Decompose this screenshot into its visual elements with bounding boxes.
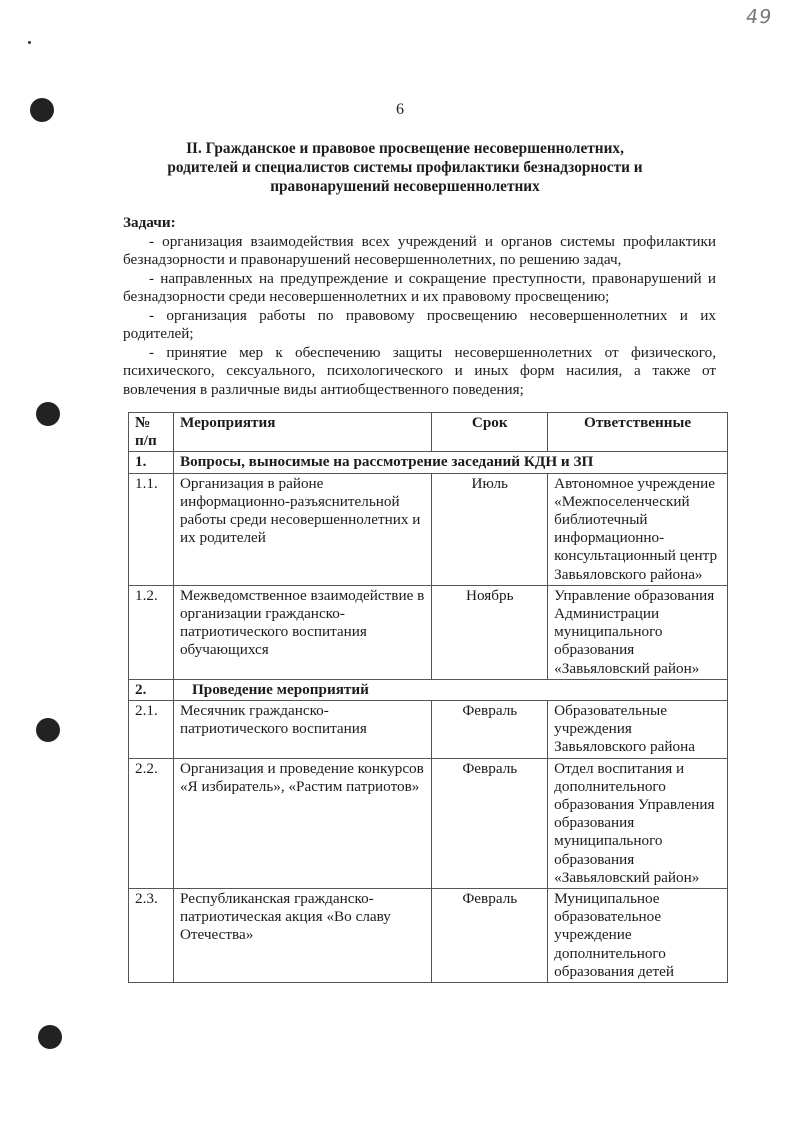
- punch-hole: [36, 402, 60, 426]
- punch-hole: [36, 718, 60, 742]
- section-num: 2.: [129, 679, 174, 700]
- task-item: - направленных на предупреждение и сокращение преступности, правонарушений и безнадзорности среди несовершеннолетних и их правовому просвещению;: [123, 269, 716, 305]
- tasks-block: [123, 214, 716, 399]
- row-responsible: Отдел воспитания и дополнительного образования Управления образования муниципального образования «Завьяловский район»: [548, 758, 728, 888]
- section-title: II. Гражданское и правовое просвещение несовершеннолетних, родителей и специалистов системы профилактики безнадзорности и правонарушений несовершеннолетних: [167, 140, 643, 195]
- events-table: [128, 412, 728, 983]
- handwritten-page-number: 49: [744, 6, 774, 28]
- table-row: [129, 701, 728, 759]
- punch-hole: [38, 1025, 62, 1049]
- page-number: 6: [396, 101, 404, 118]
- tasks-label: Задачи:: [123, 214, 176, 231]
- table-row: [129, 585, 728, 679]
- table-section-row: [129, 679, 728, 700]
- task-item: - организация работы по правовому просвещению несовершеннолетних и их родителей;: [123, 306, 716, 342]
- task-item: - принятие мер к обеспечению защиты несовершеннолетних от физического, психического, сексуального, психологического и иных форм насилия, а также от вовлечения в различные виды антиобщественного поведения;: [123, 343, 716, 398]
- row-responsible: Управление образования Администрации муниципального образования «Завьяловский район»: [548, 585, 728, 679]
- row-responsible: Муниципальное образовательное учреждение дополнительного образования детей: [548, 889, 728, 983]
- task-item: - организация взаимодействия всех учреждений и органов системы профилактики безнадзорности и правонарушений несовершеннолетних, по решению задач,: [123, 232, 716, 268]
- scan-speck: [28, 41, 31, 44]
- section-title-cell: Вопросы, выносимые на рассмотрение заседаний КДН и ЗП: [173, 452, 727, 473]
- section-title-cell: Проведение мероприятий: [173, 679, 727, 700]
- row-term: Ноябрь: [432, 585, 548, 679]
- table-row: [129, 758, 728, 888]
- row-term: Июль: [432, 473, 548, 585]
- header-num: № п/п: [129, 413, 174, 452]
- table-section-row: [129, 452, 728, 473]
- row-term: Февраль: [432, 701, 548, 759]
- row-num: 1.1.: [129, 473, 174, 585]
- row-responsible: Автономное учреждение «Межпоселенческий библиотечный информационно-консультационный центр Завьяловского района»: [548, 473, 728, 585]
- row-event: Организация и проведение конкурсов «Я избиратель», «Растим патриотов»: [173, 758, 431, 888]
- row-num: 2.2.: [129, 758, 174, 888]
- table-row: [129, 473, 728, 585]
- header-term: Срок: [432, 413, 548, 452]
- table-header-row: [129, 413, 728, 452]
- row-event: Межведомственное взаимодействие в организации гражданско-патриотического воспитания обучающихся: [173, 585, 431, 679]
- row-num: 2.3.: [129, 889, 174, 983]
- table-row: [129, 889, 728, 983]
- section-num: 1.: [129, 452, 174, 473]
- row-event: Республиканская гражданско-патриотическая акция «Во славу Отечества»: [173, 889, 431, 983]
- header-event: Мероприятия: [173, 413, 431, 452]
- row-term: Февраль: [432, 889, 548, 983]
- row-term: Февраль: [432, 758, 548, 888]
- row-event: Месячник гражданско-патриотического воспитания: [173, 701, 431, 759]
- row-event: Организация в районе информационно-разъяснительной работы среди несовершеннолетних и их родителей: [173, 473, 431, 585]
- row-responsible: Образовательные учреждения Завьяловского района: [548, 701, 728, 759]
- row-num: 1.2.: [129, 585, 174, 679]
- header-responsible: Ответственные: [548, 413, 728, 452]
- row-num: 2.1.: [129, 701, 174, 759]
